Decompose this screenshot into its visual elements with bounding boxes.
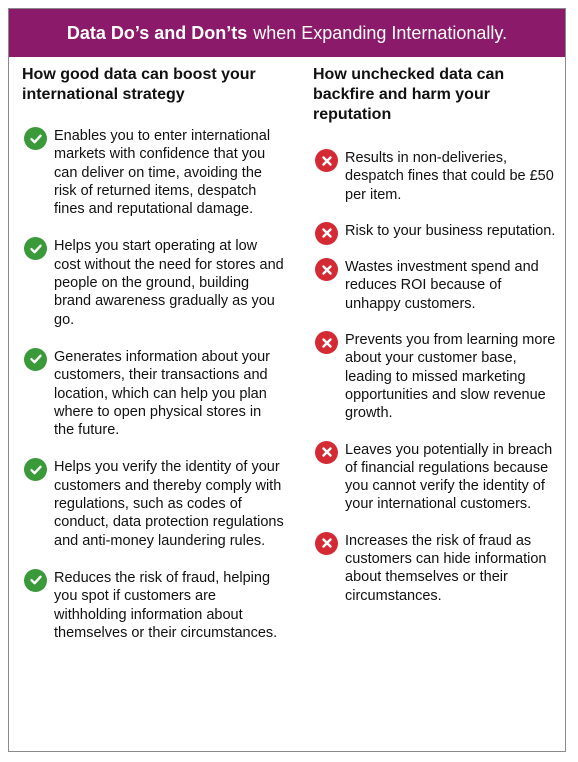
title-bold: Data Do’s and Don’ts xyxy=(66,22,248,43)
title-rest: when Expanding Internationally. xyxy=(253,22,508,43)
bad-item-text: Results in non-deliveries, despatch fines that could be £50 per item. xyxy=(345,150,554,203)
good-item xyxy=(22,569,284,642)
bad-item xyxy=(313,441,557,514)
bad-item-text: Wastes investment spend and reduces ROI because of unhappy customers. xyxy=(345,259,539,312)
check-circle-icon xyxy=(24,569,47,592)
bad-item xyxy=(313,149,557,204)
check-circle-icon xyxy=(24,127,47,150)
good-item xyxy=(22,127,284,218)
title-banner xyxy=(9,9,565,57)
good-data-column xyxy=(22,65,284,642)
cross-circle-icon xyxy=(315,258,338,281)
check-circle-icon xyxy=(24,237,47,260)
bad-data-column xyxy=(313,65,557,605)
good-data-heading: How good data can boost your international strategy xyxy=(22,66,256,103)
cross-circle-icon xyxy=(315,222,338,245)
cross-circle-icon xyxy=(315,331,338,354)
good-item xyxy=(22,237,284,328)
good-item-text: Helps you start operating at low cost without the need for stores and people on the ground, building brand awareness gradually as you go. xyxy=(54,238,284,328)
good-item-text: Helps you verify the identity of your customers and thereby comply with regulations, such as codes of conduct, data protection regulations and anti-money laundering rules. xyxy=(54,459,284,549)
check-circle-icon xyxy=(24,458,47,481)
good-item xyxy=(22,458,284,549)
bad-item-text: Prevents you from learning more about your customer base, leading to missed marketing opportunities and slow revenue growth. xyxy=(345,332,556,422)
bad-item-text: Leaves you potentially in breach of financial regulations because you cannot verify the identity of your international customers. xyxy=(345,441,553,513)
cross-circle-icon xyxy=(315,441,338,464)
bad-item-text: Increases the risk of fraud as customers can hide information about themselves or their circumstances. xyxy=(345,532,547,604)
good-item-text: Reduces the risk of fraud, helping you spot if customers are withholding information about themselves or their circumstances. xyxy=(54,569,278,641)
good-item-text: Enables you to enter international markets with confidence that you can deliver on time, avoiding the risk of returned items, despatch fines and reputational damage. xyxy=(54,128,271,218)
bad-item xyxy=(313,532,557,605)
bad-item xyxy=(313,258,557,313)
bad-data-heading: How unchecked data can backfire and harm your reputation xyxy=(313,66,505,123)
good-item xyxy=(22,348,284,439)
check-circle-icon xyxy=(24,348,47,371)
cross-circle-icon xyxy=(315,149,338,172)
bad-item xyxy=(313,222,557,240)
bad-item-text: Risk to your business reputation. xyxy=(345,222,556,239)
cross-circle-icon xyxy=(315,532,338,555)
good-item-text: Generates information about your customers, their transactions and location, which can help you plan where to open physical stores in the future. xyxy=(54,348,271,439)
bad-item xyxy=(313,331,557,422)
infographic-frame xyxy=(8,8,566,752)
